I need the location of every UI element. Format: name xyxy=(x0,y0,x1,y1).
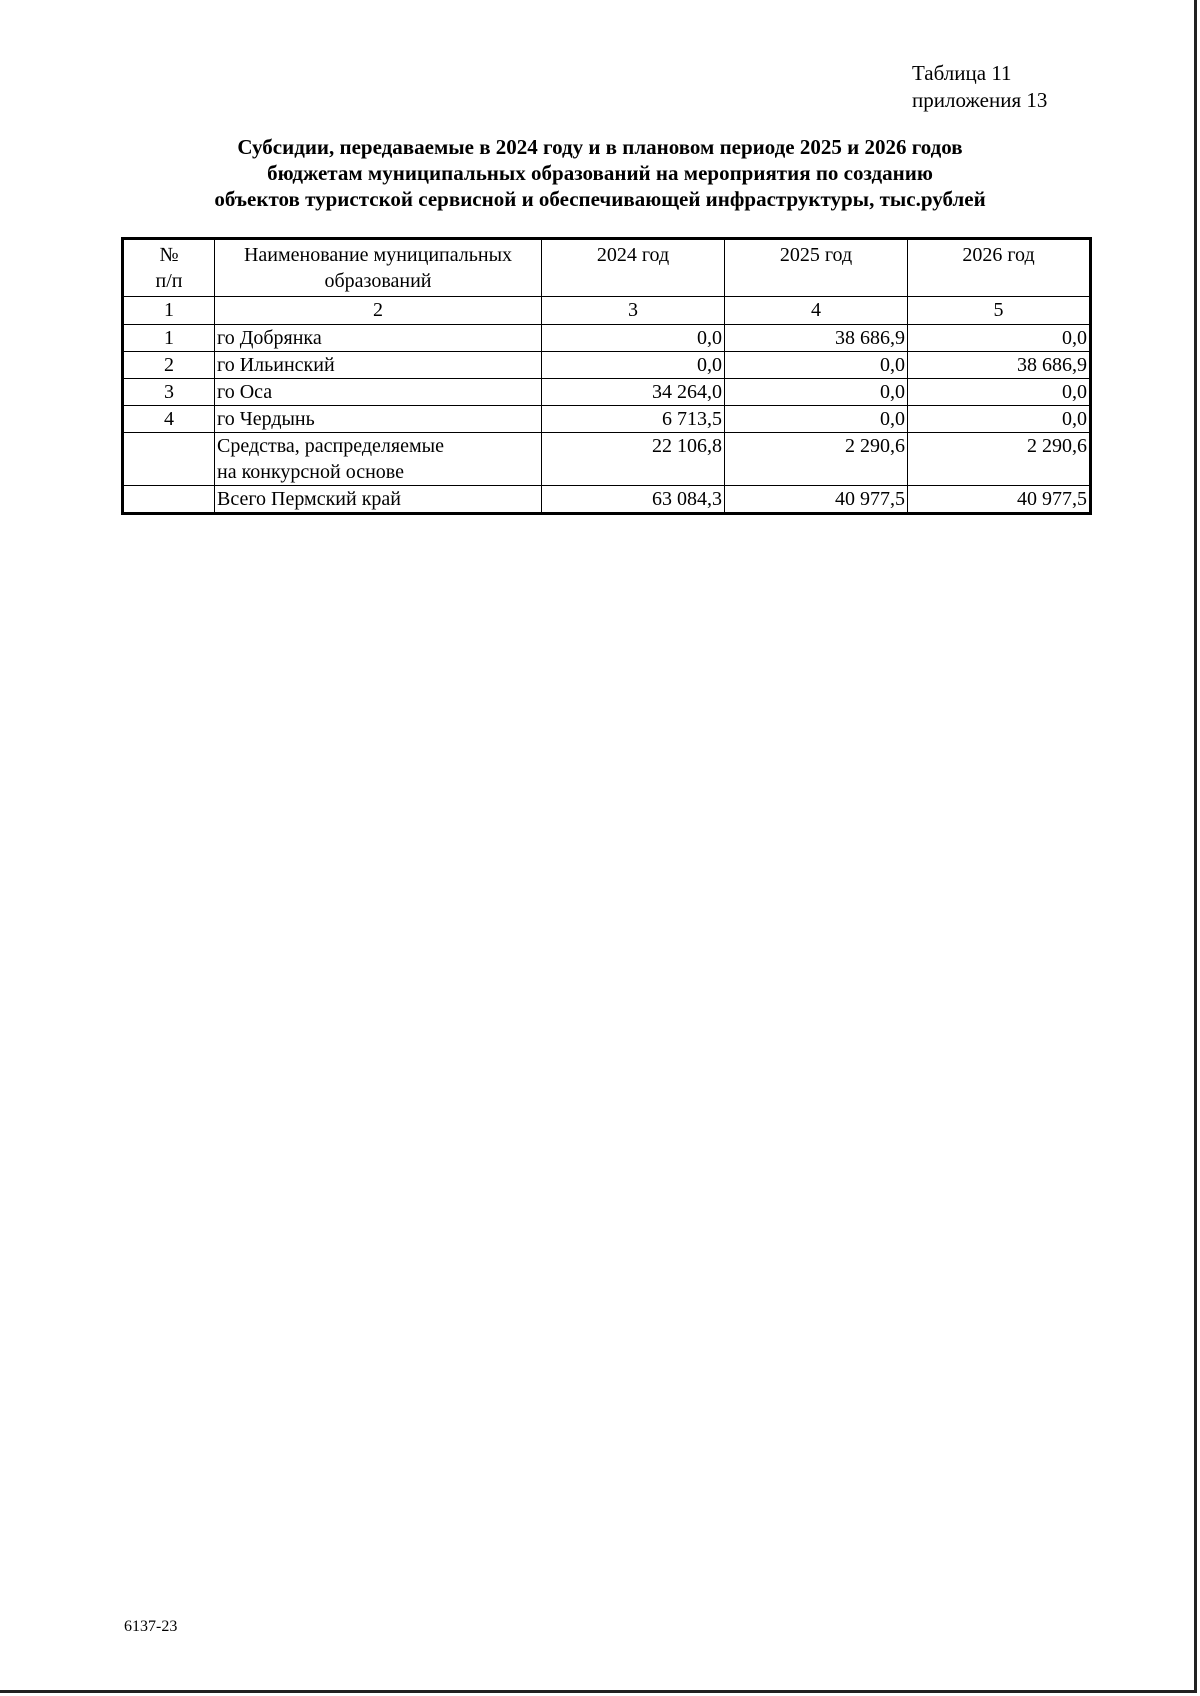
column-number: 4 xyxy=(725,297,908,325)
row-number xyxy=(123,433,215,486)
name-line-1: Средства, распределяемые xyxy=(217,435,444,457)
value-2026: 2 290,6 xyxy=(908,433,1091,486)
row-number xyxy=(123,486,215,514)
column-number-row xyxy=(123,297,1091,325)
table-row xyxy=(123,379,1091,406)
value-2024: 0,0 xyxy=(542,352,725,379)
value-2026: 0,0 xyxy=(908,406,1091,433)
total-2026: 40 977,5 xyxy=(908,486,1091,514)
row-number: 2 xyxy=(123,352,215,379)
table-reference xyxy=(912,60,1047,114)
title-line-2: бюджетам муниципальных образований на мероприятия по созданию xyxy=(267,161,933,185)
value-2024: 0,0 xyxy=(542,325,725,352)
header-cell-2024: 2024 год xyxy=(542,239,725,297)
header-cell-2025: 2025 год xyxy=(725,239,908,297)
value-2024: 22 106,8 xyxy=(542,433,725,486)
value-2025: 0,0 xyxy=(725,352,908,379)
document-title xyxy=(100,134,1100,212)
table-row xyxy=(123,352,1091,379)
title-line-1: Субсидии, передаваемые в 2024 году и в плановом периоде 2025 и 2026 годов xyxy=(237,135,963,159)
table-row xyxy=(123,406,1091,433)
value-2026: 0,0 xyxy=(908,379,1091,406)
value-2025: 0,0 xyxy=(725,406,908,433)
column-number: 5 xyxy=(908,297,1091,325)
value-2024: 6 713,5 xyxy=(542,406,725,433)
column-number: 1 xyxy=(123,297,215,325)
value-2025: 0,0 xyxy=(725,379,908,406)
title-line-3: объектов туристской сервисной и обеспечивающей инфраструктуры, тыс.рублей xyxy=(214,187,986,211)
column-number: 2 xyxy=(215,297,542,325)
value-2025: 38 686,9 xyxy=(725,325,908,352)
subsidies-table xyxy=(121,237,1092,515)
row-number: 4 xyxy=(123,406,215,433)
total-label: Всего Пермский край xyxy=(215,486,542,514)
municipality-name: го Чердынь xyxy=(215,406,542,433)
header-cell-2026: 2026 год xyxy=(908,239,1091,297)
appendix-label: приложения 13 xyxy=(912,88,1048,112)
value-2024: 34 264,0 xyxy=(542,379,725,406)
header-cell-name: Наименование муниципальных образований xyxy=(215,239,542,297)
table-label: Таблица 11 xyxy=(912,61,1012,85)
name-line-2: на конкурсной основе xyxy=(217,461,404,483)
document-code: 6137-23 xyxy=(124,1618,178,1635)
table-header-row xyxy=(123,239,1091,297)
row-number: 3 xyxy=(123,379,215,406)
table-row xyxy=(123,433,1091,486)
row-number: 1 xyxy=(123,325,215,352)
municipality-name xyxy=(215,433,542,486)
municipality-name: го Ильинский xyxy=(215,352,542,379)
value-2025: 2 290,6 xyxy=(725,433,908,486)
header-cell-number: № п/п xyxy=(123,239,215,297)
table-row xyxy=(123,325,1091,352)
value-2026: 38 686,9 xyxy=(908,352,1091,379)
total-2024: 63 084,3 xyxy=(542,486,725,514)
total-row xyxy=(123,486,1091,514)
column-number: 3 xyxy=(542,297,725,325)
municipality-name: го Оса xyxy=(215,379,542,406)
municipality-name: го Добрянка xyxy=(215,325,542,352)
total-2025: 40 977,5 xyxy=(725,486,908,514)
value-2026: 0,0 xyxy=(908,325,1091,352)
